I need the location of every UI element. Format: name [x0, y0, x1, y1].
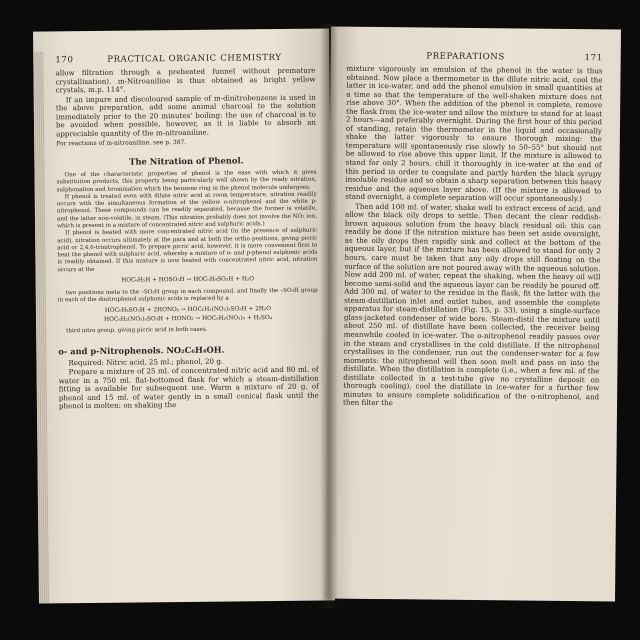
left-page — [33, 28, 335, 603]
small-paragraph: If phenol is treated even with dilute nitric acid at room temperature, nitration readily occurs with the simultaneous formation of the yellow o-nitrophenol and the white p-nitrophenol. These compounds can be readily separated, because the former is volatile, and the latter non-volatile, in steam. (This nitration probably does not involve the NO₂ ion, which is present in a mixture of concentrated nitric and sulphuric acids.) — [56, 191, 317, 230]
paragraph: Prepare a mixture of 25 ml. of concentrated nitric acid and 80 ml. of water in a 750 ml. flat-bottomed flask for which a steam-distillation fitting is available for subsequent use. Warm a mixture of 20 g. of phenol and 15 ml. of water gently in a small conical flask until the phenol is molten: on shaking the — [58, 364, 319, 411]
right-running-head — [347, 51, 603, 64]
page-edges — [33, 51, 49, 603]
small-paragraph: third nitro group, giving picric acid in both cases. — [66, 327, 208, 335]
subheading: o- and p-Nitrophenols. NO₂C₆H₄OH. — [58, 344, 225, 357]
equation: HOC₆H₂(NO₂)₂SO₃H + HONO₂ → HOC₆H₂(NO₂)₃ + H₂SO₄ — [104, 314, 273, 323]
right-page-number: 171 — [584, 53, 603, 64]
right-body-text — [343, 65, 603, 411]
small-paragraph: If phenol is heated with more concentrated nitric acid (in the presence of sulphuric acid), nitration occurs ultimately at the para and at both the ortho positions, giving picric acid or 2,4,6-trinitrophenol. To prepare picric acid, however, it is more convenient first to heat the phenol with sulphuric acid, whereby a mixture of o- and p-phenol sulphonic acids is readily obtained. If this mixture is now heated with concentrated nitric acid, nitration occurs at the — [57, 227, 318, 274]
left-page-content — [55, 53, 319, 413]
paragraph: Then add 100 ml. of water, shake well to extract excess of acid, and allow the black oily drops to settle. Then decant the clear reddish-brown aqueous solution from the heavy black residual oil: this can readily be done if the nitration mixture has been set aside overnight, as the oily drops then rapidly sink and collect at the bottom of the aqueous layer, but if the mixture has been allowed to stand for only 2 hours, care must be taken that any oily drops still floating on the surface of the solution are not poured away with the aqueous solution. Now add 200 ml. of water, repeat the shaking, when the heavy oil will become semi-solid and the aqueous layer can be readily be poured off. Add 300 ml. of water to the residue in the flask, fit the latter with the steam-distillation inlet and outlet tubes, and assemble the complete apparatus for steam-distillation (Fig. 15, p. 33), using a single-surface glass-jacketed condenser of wide bore. Steam-distil the mixture until about 250 ml. of distillate have been collected, the receiver being meanwhile cooled in ice-water. The o-nitrophenol readily passes over in the steam and crystallises in the cold distillate. If the nitrophenol crystallises in the condenser, run out the condenser-water for a few moments: the nitrophenol will then soon melt and pass on into the distillate. When the distillation is complete (i.e., when a few ml. of the distillate collected in a test-tube give no crystalline deposit on thorough cooling), cool the distillate in ice-water for a further few minutes to ensure complete solidification of the o-nitrophenol, and then filter the — [343, 201, 602, 408]
right-running-title: PREPARATIONS — [426, 51, 505, 63]
left-page-number: 170 — [55, 55, 74, 66]
equation: HOC₆H₅H + HOSO₃H → HOC₆H₄SO₃H + H₂O — [121, 276, 255, 284]
required-line: Required: Nitric acid, 25 ml.; phenol, 20 g. — [68, 356, 224, 367]
paragraph: allow filtration through a preheated funnel without premature crystallisation). m-Nitroaniline is thus obtained as bright yellow crystals, m.p. 114°. — [55, 65, 316, 95]
paragraph: mixture vigorously an emulsion of the phenol in the water is thus obtained. Now place a thermometer in the dilute nitric acid, cool the latter in ice-water, and add the phenol emulsion in small quantities at a time so that the temperature of the well-shaken mixture does not rise above 30°. When the addition of the phenol is complete, remove the flask from the ice-water and allow the mixture to stand for at least 2 hours—and preferably overnight. During the first hour of this period of standing, retain the thermometer in the liquid and occasionally shake the latter vigorously to ensure thorough mixing: the temperature will spontaneously rise slowly to 50–55° but should not be allowed to rise above this upper limit. If the mixture is allowed to stand for only 2 hours, chill it thoroughly in ice-water at the end of this period in order to coagulate and partly harden the black syrupy insoluble residue and so obtain a sharp separation between this heavy residue and the aqueous layer above. (If the mixture is allowed to stand overnight, a complete separation will occur spontaneously.) — [345, 63, 603, 204]
open-book — [28, 18, 620, 610]
section-heading: The Nitration of Phenol. — [129, 155, 244, 167]
footnote: For reactions of m-nitroaniline, see p. 387. — [56, 139, 187, 148]
equation: HOC₆H₄SO₃H + 2HONO₂ → HOC₆H₂(NO₂)₂SO₃H + 2H₂O — [104, 306, 272, 315]
left-body-text — [55, 67, 316, 150]
small-paragraph: two positions meta to the –SO₃H group in each compound, and finally the –SO₃H group in each of the dinitrophenol sulphonic acids is replaced by a — [57, 287, 318, 304]
small-paragraph: One of the characteristic properties of phenol is the ease with which it gives substitution products, this property being particularly well shown by the ready nitration, sulphonation and bromination which the benzene ring in the phenol molecule undergoes. — [56, 169, 317, 193]
left-running-title: PRACTICAL ORGANIC CHEMISTRY — [107, 52, 282, 65]
small-print-text — [56, 170, 318, 337]
left-running-head — [55, 53, 315, 66]
paragraph: If an impure and discoloured sample of m-dinitrobenzene is used in the above preparation, add some animal charcoal to the solution immediately prior to the 20 minutes' boiling: the use of charcoal is to be avoided when possible, however, as it is liable to absorb an appreciable quantity of the m-nitroaniline. — [55, 92, 317, 139]
right-page-content — [343, 51, 603, 412]
left-procedure-text — [58, 356, 319, 411]
book-gutter — [320, 24, 338, 608]
right-page — [325, 26, 621, 601]
